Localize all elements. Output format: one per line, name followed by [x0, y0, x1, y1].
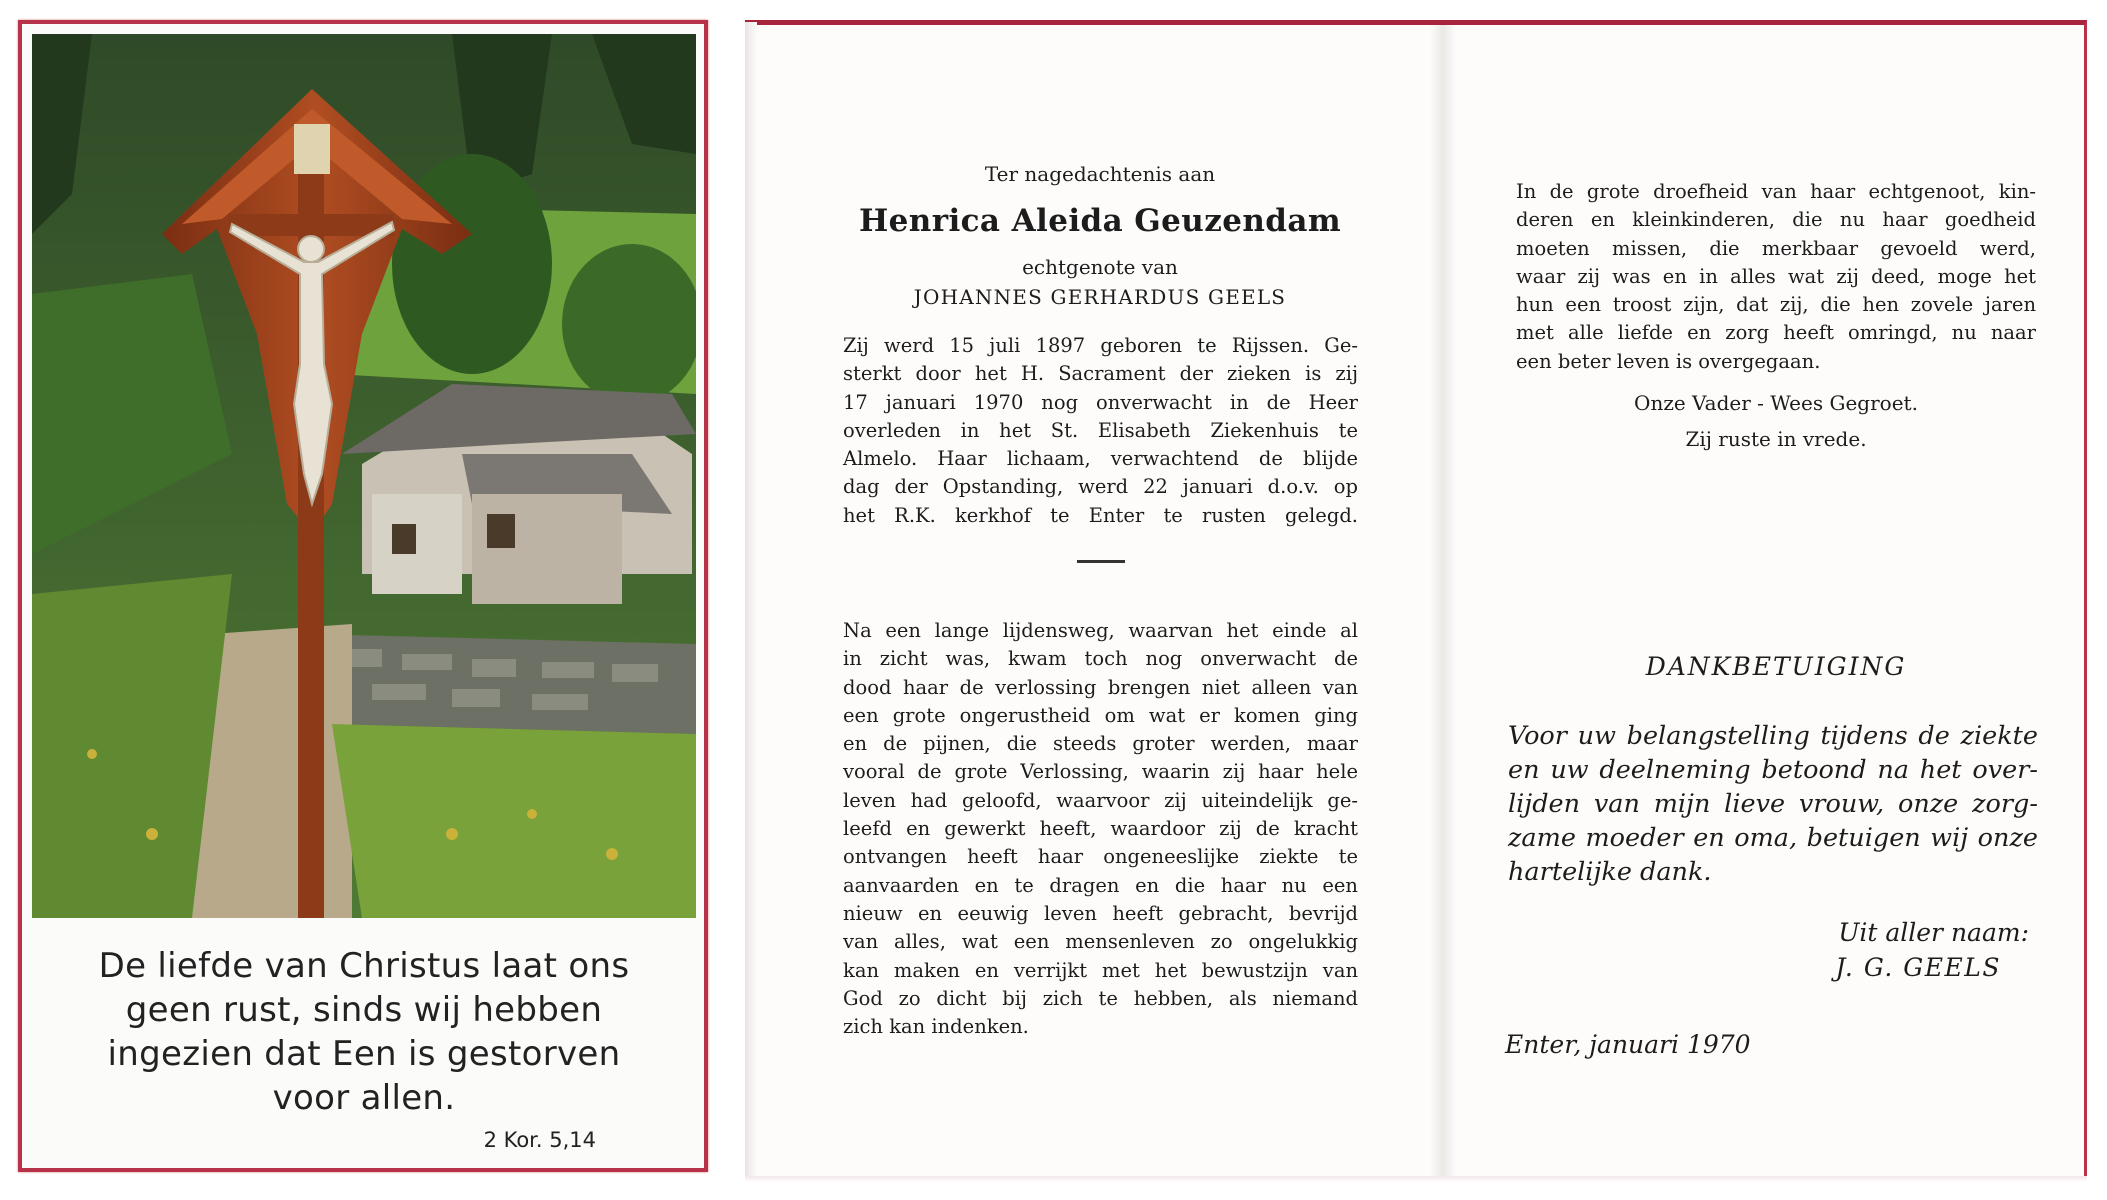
text-line: dood haar de verlossing brengen niet alleen van — [843, 675, 1358, 699]
deceased-name: Henrica Aleida Geuzendam — [858, 203, 1342, 239]
spouse-label: echtgenote van — [1022, 255, 1178, 279]
reflection-paragraph — [843, 617, 1358, 1041]
family-paragraph — [1516, 178, 2036, 376]
text-line: Voor uw belangstelling tijdens de ziekte — [1508, 721, 2038, 751]
text-line: hartelijke dank. — [1508, 857, 1712, 887]
text-line: Na een lange lijdensweg, waarvan het einde al — [843, 619, 1358, 642]
signoff-text: Uit aller naam: — [1838, 918, 2029, 947]
quote-reference: 2 Kor. 5,14 — [483, 1128, 596, 1152]
text-line: in zicht was, kwam toch nog onverwacht de — [843, 647, 1358, 671]
quote-line: voor allen. — [272, 1078, 456, 1118]
prayer-line: Onze Vader - Wees Gegroet. — [1634, 391, 1918, 415]
intro-text: Ter nagedachtenis aan — [984, 162, 1216, 186]
text-line: Almelo. Haar lichaam, verwachtend de blijde — [843, 447, 1358, 471]
text-line: een grote ongerustheid om wat er komen ging — [843, 703, 1358, 727]
bible-quote — [62, 944, 666, 1120]
text-line: leven had geloofd, waarvoor zij uiteindelijk ge- — [843, 788, 1358, 812]
text-line: lijden van mijn lieve vrouw, onze zorg- — [1508, 789, 2038, 819]
text-line: overleden in het St. Elisabeth Ziekenhuis te — [843, 418, 1358, 442]
memorial-card-front — [18, 20, 708, 1172]
quote-line: geen rust, sinds wij hebben — [125, 990, 603, 1030]
thanks-paragraph — [1508, 719, 2038, 889]
text-line: In de grote droefheid van haar echtgenoot, kin- — [1516, 180, 2036, 203]
text-line: zame moeder en oma, betuigen wij onze — [1508, 823, 2038, 853]
text-line: vooral de grote Verlossing, waarin zij haar hele — [843, 760, 1358, 784]
text-line: God zo dicht bij zich te hebben, als niemand — [843, 986, 1358, 1010]
text-line: een beter leven is overgegaan. — [1516, 349, 1821, 373]
signature-name: J. G. GEELS — [1835, 953, 2001, 982]
rest-in-peace-line: Zij ruste in vrede. — [1685, 427, 1867, 451]
text-line: en uw deelneming betoond na het over- — [1508, 755, 2038, 785]
text-line: moeten missen, die merkbaar gevoeld werd, — [1516, 236, 2036, 260]
text-line: deren en kleinkinderen, die nu haar goedheid — [1516, 208, 2036, 232]
text-line: dag der Opstanding, werd 22 januari d.o.v. op — [843, 475, 1358, 499]
spouse-name: JOHANNES GERHARDUS GEELS — [913, 285, 1287, 309]
text-line: nieuw en eeuwig leven heeft gebracht, bevrijd — [843, 901, 1358, 925]
text-line: het R.K. kerkhof te Enter te rusten gelegd. — [843, 503, 1358, 527]
text-line: leefd en gewerkt heeft, waardoor zij de kracht — [843, 817, 1358, 841]
text-line: hun een troost zijn, dat zij, die hen zovele jaren — [1516, 293, 2036, 317]
thanks-title: DANKBETUIGING — [1645, 652, 1907, 681]
card-fold-line — [1430, 25, 1456, 1182]
biography-paragraph — [843, 332, 1358, 530]
section-divider — [1077, 560, 1125, 563]
text-line: 17 januari 1970 nog onverwacht in de Heer — [843, 390, 1358, 414]
text-line: ontvangen heeft haar ongeneeslijke ziekte te — [843, 845, 1358, 869]
quote-line: De liefde van Christus laat ons — [98, 946, 630, 986]
text-line: waar zij was en in alles wat zij deed, moge het — [1516, 264, 2036, 288]
text-line: en de pijnen, die steeds groter werden, maar — [843, 732, 1358, 756]
text-line: met alle liefde en zorg heeft omringd, nu naar — [1516, 321, 2036, 345]
text-line: van alles, wat een mensenleven zo ongelukkig — [843, 930, 1358, 954]
text-line: zich kan indenken. — [843, 1015, 1029, 1039]
card-bottom-edge — [745, 1176, 2087, 1182]
quote-line: ingezien dat Een is gestorven — [107, 1034, 621, 1074]
text-line: sterkt door het H. Sacrament der zieken is zij — [843, 362, 1358, 386]
text-line: aanvaarden en te dragen en die haar nu een — [843, 873, 1358, 897]
text-line: Zij werd 15 juli 1897 geboren te Rijssen. Ge- — [843, 334, 1358, 357]
card-edge-shadow — [745, 22, 757, 1182]
crucifix-landscape-image — [32, 34, 696, 918]
text-line: kan maken en verrijkt met het bewustzijn van — [843, 958, 1358, 982]
place-date: Enter, januari 1970 — [1505, 1030, 1751, 1059]
